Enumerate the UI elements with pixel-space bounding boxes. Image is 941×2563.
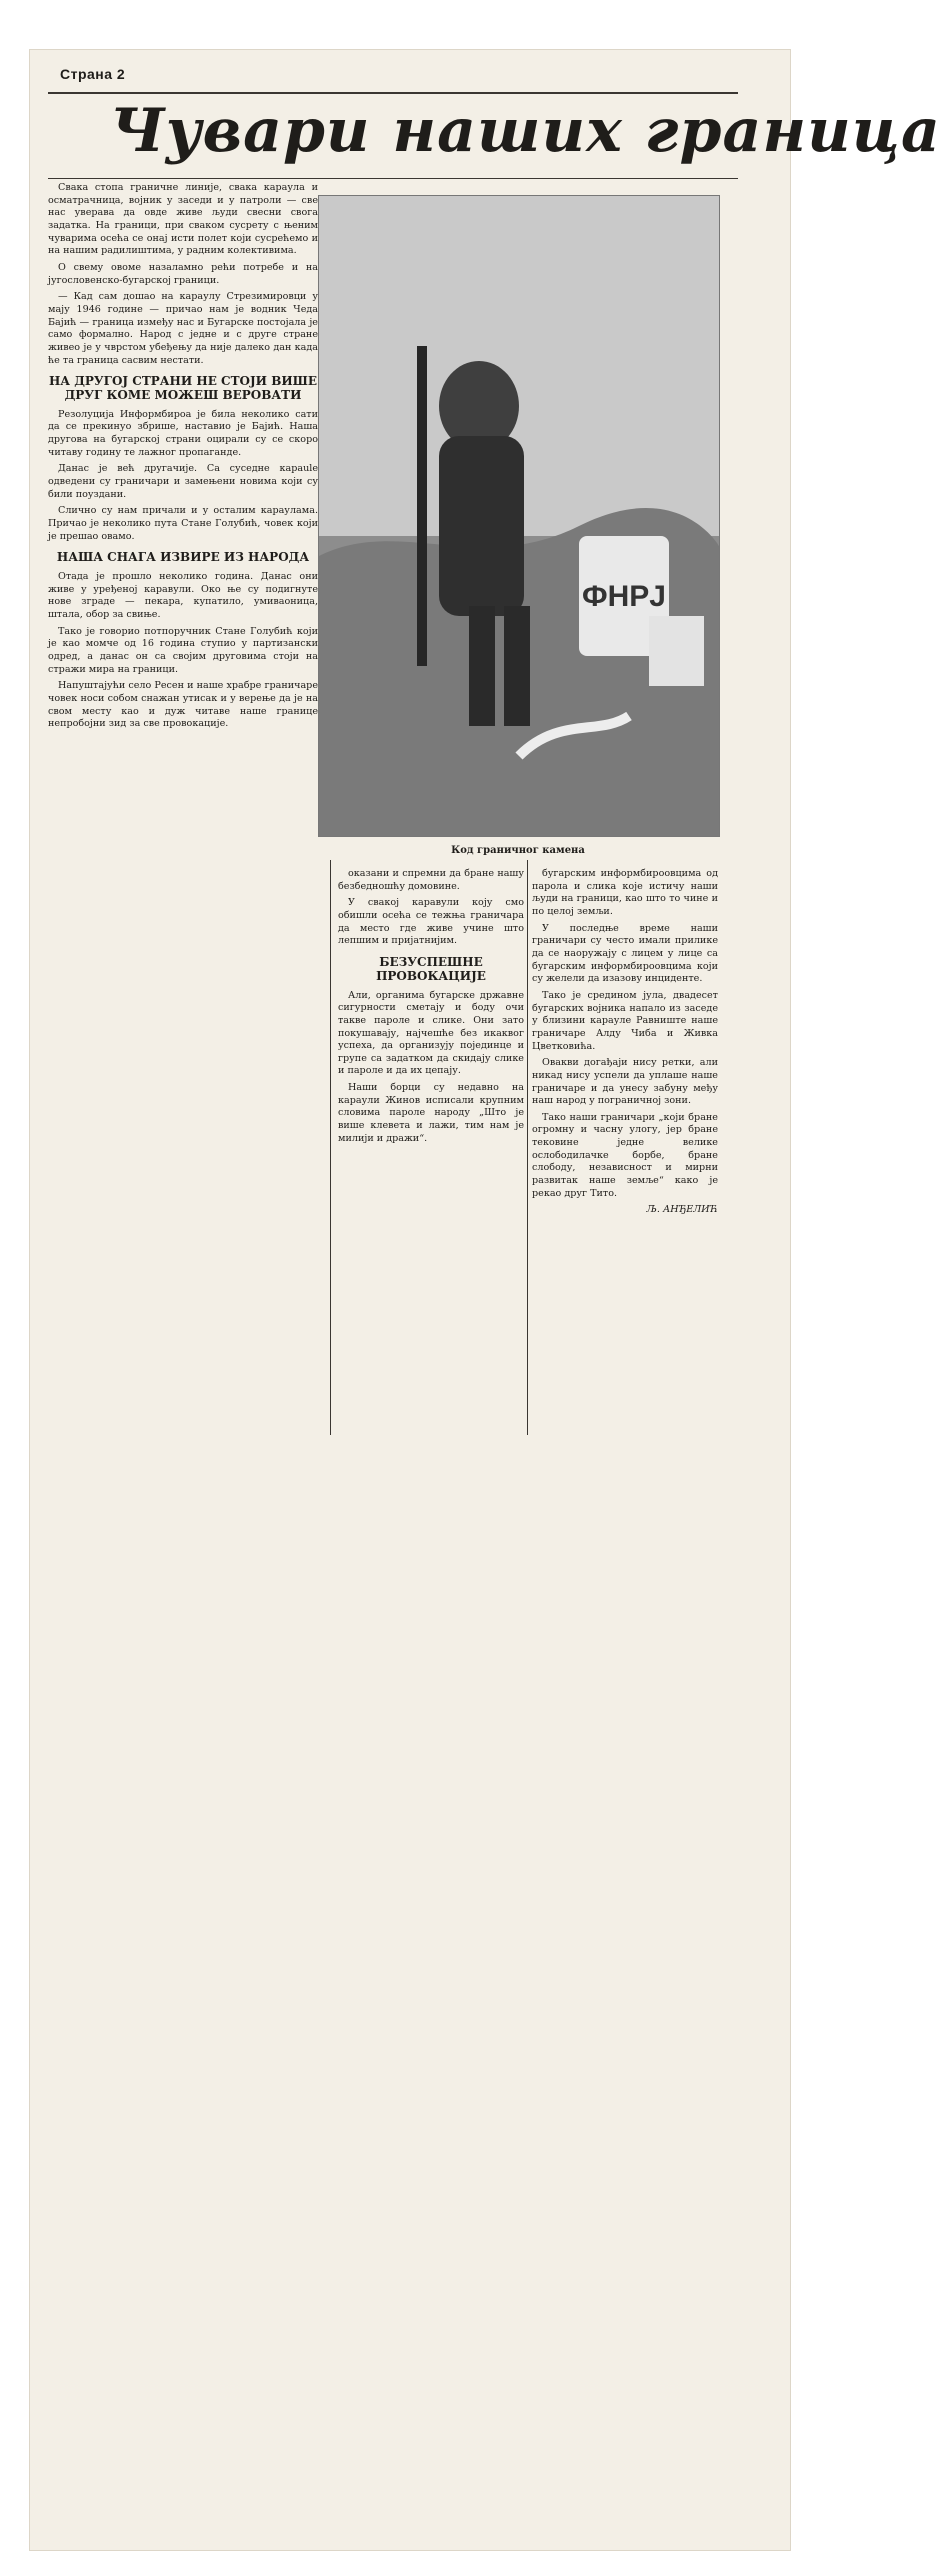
- photo-illustration: [319, 196, 719, 836]
- paragraph: Овакви догађаји нису ретки, али никад нису успели да уплаше наше граничаре и да унесу забуну међу наш народ у пограничној зони.: [532, 1057, 718, 1107]
- paragraph: Слично су нам причали и у осталим караулама. Причао је неколико пута Стане Голубић, човек који је прешао овамо.: [48, 505, 318, 542]
- column-divider: [330, 860, 331, 1435]
- paragraph: Наши борци су недавно на караули Жинов исписали крупним словима пароле народу „Што је више клевета и лажи, тим нам је милији и дражи“.: [338, 1082, 524, 1144]
- paragraph: Тако наши граничари „који бране огромну и часну улогу, јер бране тековине једне велике ослободилачке борбе, бране слободу, независност и мирни развитак наше земље“ како је рекао друг Тито.: [532, 1111, 718, 1199]
- paragraph: — Кад сам дошао на караулу Стрезимировци у мају 1946 године — причао нам је водник Чеда Бајић — граница између нас и Бугарске постојала је само формално. Народ с једне и с друге стране живео је у чврстом убеђењу да није далеко дан када ће та граница сасвим нестати.: [48, 291, 318, 366]
- article-column-1: [48, 182, 318, 2530]
- column-divider: [527, 860, 528, 1435]
- article-column-3: [532, 868, 718, 1428]
- subheading: БЕЗУСПЕШНЕ ПРОВОКАЦИЈЕ: [376, 954, 486, 983]
- page-label: Страна 2: [60, 66, 126, 82]
- paragraph: Отада је прошло неколико година. Данас они живе у уређеној каравули. Око ње су подигнуте нове зграде — пекара, купатило, умиваоница, штала, обор за свиње.: [48, 571, 318, 621]
- title-rule: [48, 178, 738, 179]
- photo-caption: Код граничног камена: [451, 845, 585, 856]
- paragraph: Тако је средином јула, двадесет бугарских војника напало из заседе у близини карауле Равниште наше граничаре Алду Чиба и Живка Цветковића.: [532, 989, 718, 1052]
- author-signature: Љ. АНЂЕЛИЋ: [646, 1204, 718, 1216]
- paragraph: Резолуција Информбироа је била неколико сати да се прекинуо збрише, наставио је Бајић. Наша другова на бугарској страни оцирали су се скоро читаву годину те лажног пропаганде.: [48, 408, 318, 458]
- paragraph: Свака стопа граничне линије, свака караула и осматрачница, војник у заседи и у патроли — све нас уверава да овде живе људи свесни свога задатка. На граници, при сваком сусрету с њеним чуварима осећа се онај исти полет који сусрећемо и на нашим радилиштима, у радним колективима.: [48, 182, 318, 257]
- paragraph: Данас је већ другачије. Са суседне караule одведени су граничари и замењени новима који су били поуздани.: [48, 463, 318, 500]
- paragraph: Напуштајући село Ресен и наше храбре граничаре човек носи собом снажан утисак и у верење да је на свом месту као и дуж читаве наше границе непробојни зид за све провокације.: [48, 680, 318, 730]
- border-guard-photo: [318, 195, 720, 837]
- paragraph: Тако је говорио потпоручник Стане Голубић који је као момче од 16 година ступио у партизански одред, а данас он са својим друговима стоји на стражи мира на граници.: [48, 625, 318, 675]
- article-column-2: [338, 868, 524, 1428]
- svg-text:ФНРЈ: ФНРЈ: [582, 580, 666, 613]
- paragraph: оказани и спремни да бране нашу безбедношћу домовине.: [338, 868, 524, 892]
- paragraph: Али, органима бугарске државне сигурности сметају и боду очи такве пароле и слике. Они зато покушавају, најчешће без икаквог успеха, да организују појединце и групе са задатком да скидају слике и пароле и да их цепају.: [338, 989, 524, 1077]
- paragraph: У последње време наши граничари су често имали прилике да се наоружају с лицем у лице са бугарским информбироовцима који су желели да изазову инциденте.: [532, 922, 718, 985]
- article-title: Чувари наших граница: [110, 96, 941, 166]
- paragraph: О свему овоме назаламно рећи потребе и на југословенско-бугарској граници.: [48, 261, 318, 286]
- subheading: НА ДРУГОЈ СТРАНИ НЕ СТОЈИ ВИШЕ ДРУГ КОМЕ МОЖЕШ ВЕРОВАТИ: [48, 374, 318, 402]
- subheading: НАША СНАГА ИЗВИРЕ ИЗ НАРОДА: [56, 550, 310, 565]
- paragraph: У свакој каравули коју смо обишли осећа се тежња граничара да место где живе учине што лепшим и пријатнијим.: [338, 897, 524, 947]
- paragraph: бугарским информбироовцима од парола и слика које истичу наши људи на граници, као што то чине и по целој земљи.: [532, 868, 718, 917]
- top-rule: [48, 92, 738, 94]
